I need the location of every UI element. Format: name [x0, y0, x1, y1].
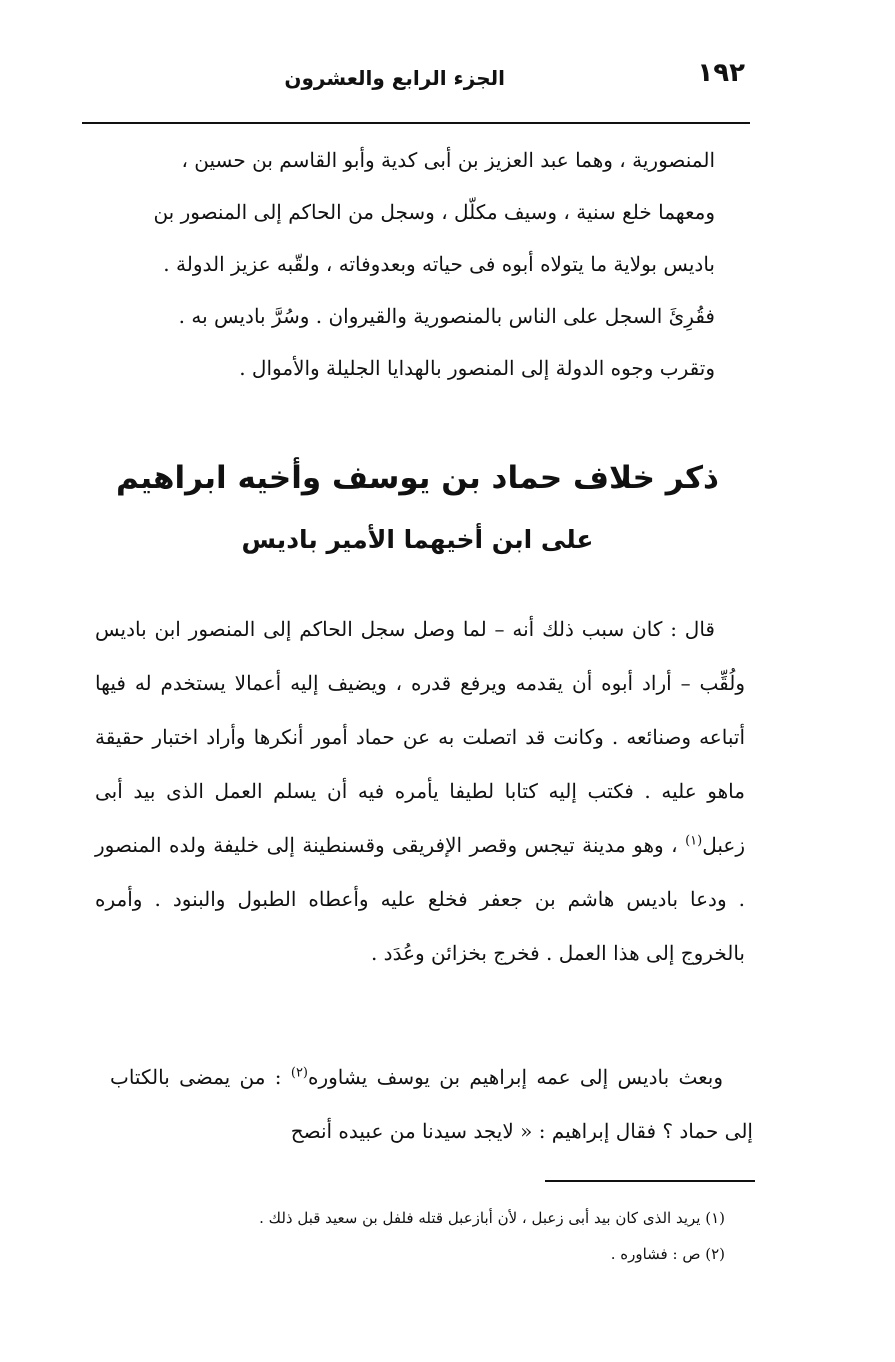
- paragraph-3: [110, 1050, 753, 1158]
- header-rule: [82, 122, 750, 124]
- paragraph-text: [110, 1050, 753, 1158]
- page-number: ١٩٢: [697, 58, 745, 88]
- text-segment: : من يمضى بالكتاب إلى حماد ؟ فقال إبراهيم : « لايجد سيدنا من عبيده أنصح: [110, 1065, 753, 1143]
- chapter-title: ذكر خلاف حماد بن يوسف وأخيه ابراهيم: [116, 460, 719, 496]
- text-line: ومعهما خلع سنية ، وسيف مكلّل ، وسجل من الحاكم إلى المنصور بن: [153, 200, 715, 224]
- chapter-subtitle: على ابن أخيهما الأمير باديس: [241, 525, 594, 554]
- footnote-rule: [545, 1180, 755, 1182]
- text-segment: ، وهو مدينة تيجس وقصر الإفريقى وقسنطينة إلى خليفة ولده المنصور . ودعا باديس هاشم بن جعفر فخلع عليه وأعطاه الطبول والبنود . وأمره بالخروج إلى هذا العمل . فخرج بخزائن وعُدَد .: [95, 833, 745, 965]
- paragraph-2: [95, 602, 745, 980]
- footnote-2: (٢) ص : فشاوره .: [610, 1245, 725, 1263]
- text-segment: قال : كان سبب ذلك أنه – لما وصل سجل الحاكم إلى المنصور ابن باديس ولُقِّب – أراد أبوه أن يقدمه ويرفع قدره ، ويضيف إليه أعمالا يستخدم له فيها أتباعه وصنائعه . وكانت قد اتصلت به عن حماد أمور أنكرها وأراد اختبار حقيقة ماهو عليه . فكتب إليه كتابا لطيفا يأمره فيه أن يسلم العمل الذى بيد أبى زعبل: [95, 617, 745, 857]
- text-line: وتقرب وجوه الدولة إلى المنصور بالهدايا الجليلة والأموال .: [239, 356, 715, 380]
- paragraph-1: [90, 134, 745, 394]
- text-line: المنصورية ، وهما عبد العزيز بن أبى كدية وأبو القاسم بن حسين ،: [181, 148, 715, 172]
- running-header: [82, 58, 745, 110]
- footnote-reference-2[interactable]: (٢): [290, 1065, 308, 1081]
- paragraph-text: [95, 602, 745, 980]
- text-segment: وبعث باديس إلى عمه إبراهيم بن يوسف يشاوره: [308, 1065, 723, 1089]
- footnote-reference-1[interactable]: (١): [685, 833, 703, 849]
- volume-title: الجزء الرابع والعشرون: [284, 66, 505, 90]
- footnote-1: (١) يريد الذى كان بيد أبى زعبل ، لأن أبازعبل قتله فلفل بن سعيد قبل ذلك .: [259, 1209, 725, 1227]
- text-line: فقُرِئَ السجل على الناس بالمنصورية والقيروان . وسُرَّ باديس به .: [178, 304, 715, 328]
- footnotes: [120, 1200, 725, 1272]
- text-line: باديس بولاية ما يتولاه أبوه فى حياته وبعدوفاته ، ولقّبه عزيز الدولة .: [163, 252, 715, 276]
